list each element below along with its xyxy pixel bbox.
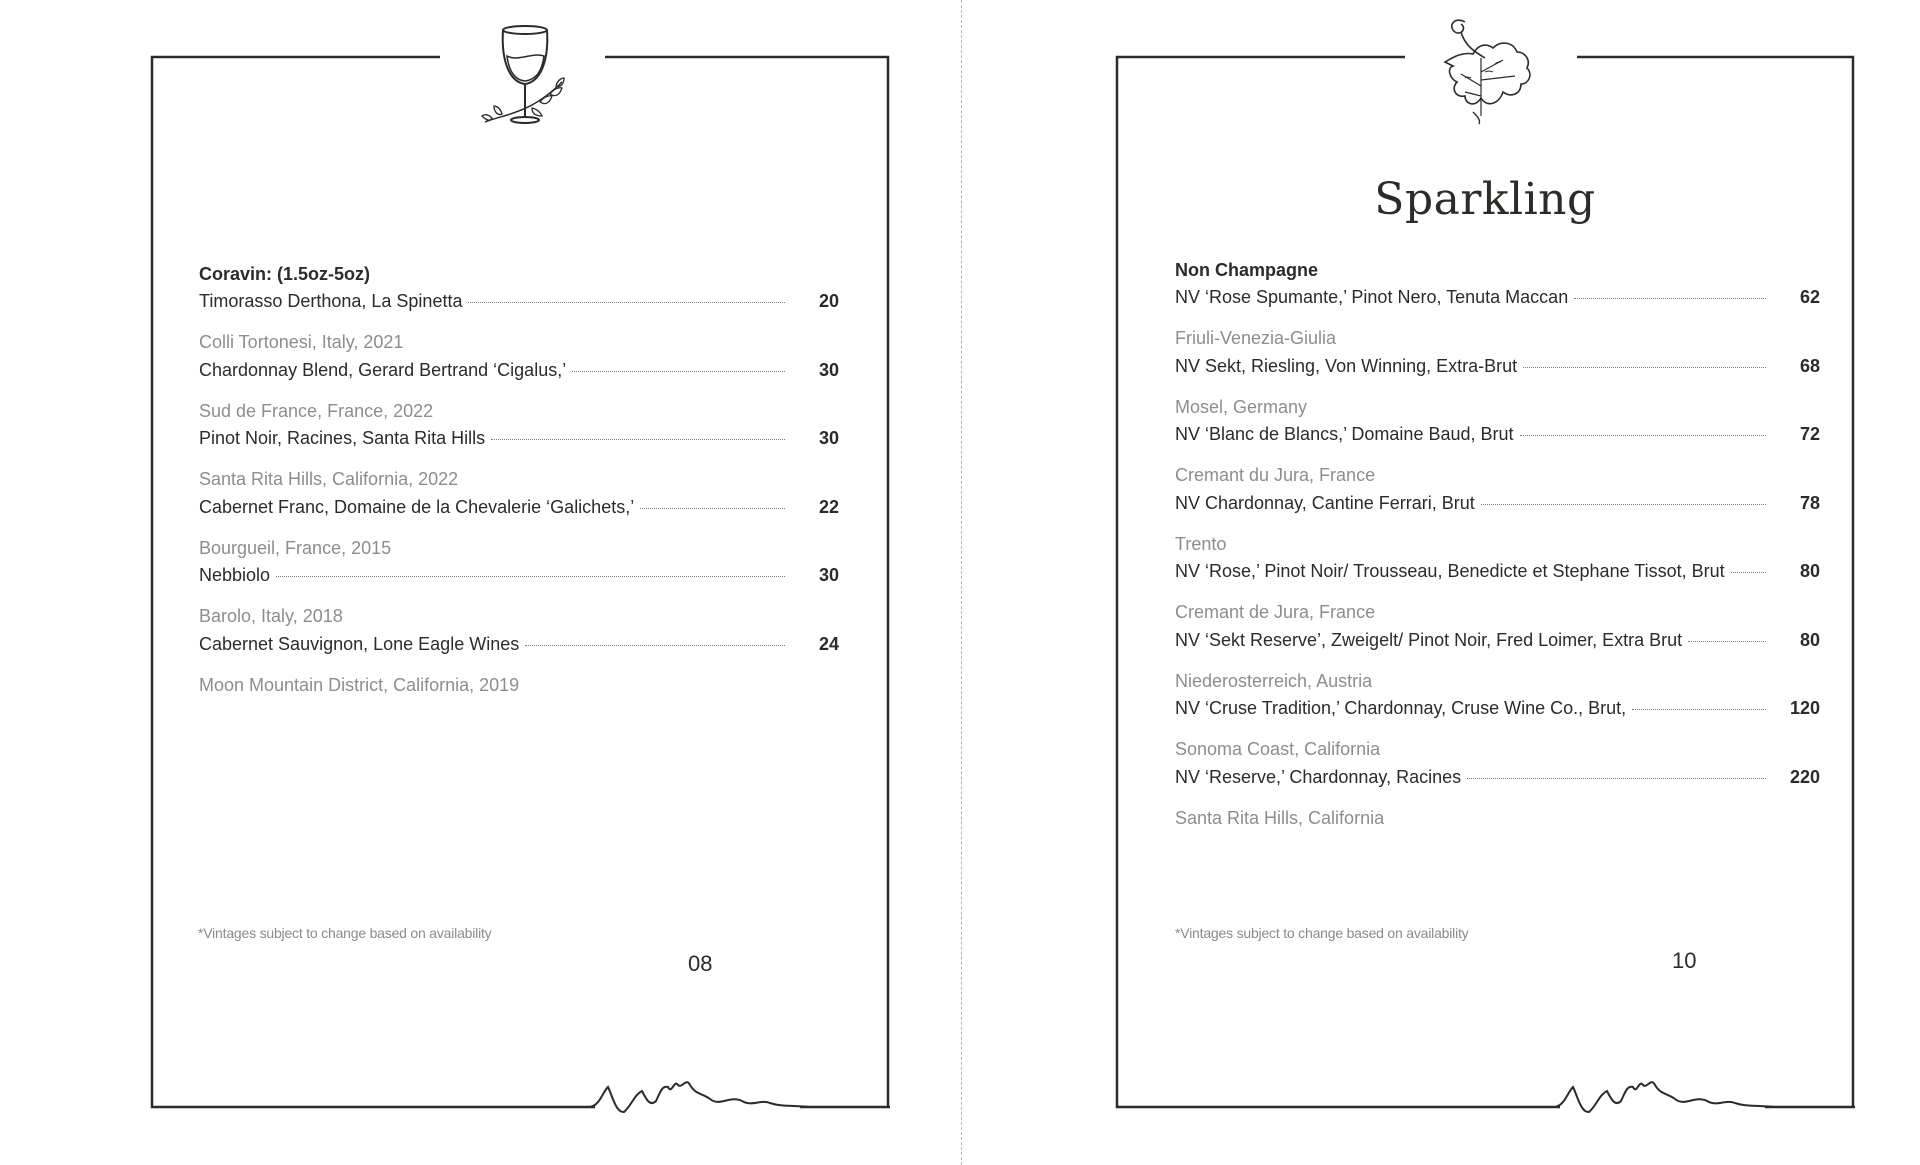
dot-leader	[468, 302, 785, 303]
wine-item	[1175, 698, 1820, 767]
section-title: Non Champagne	[1175, 260, 1319, 280]
wine-price: 78	[1799, 492, 1820, 513]
page-number: 08	[688, 951, 713, 976]
wine-row	[199, 565, 839, 599]
wine-name: Cabernet Sauvignon, Lone Eagle Wines	[199, 633, 520, 654]
wine-price: 120	[1789, 698, 1820, 718]
wine-price: 22	[818, 496, 839, 517]
wine-item	[1175, 630, 1820, 699]
wine-price: 24	[818, 633, 839, 654]
wine-name: NV ‘Sekt Reserve’, Zweigelt/ Pinot Noir, Fred Loimer, Extra Brut	[1175, 629, 1683, 650]
page-number: 10	[1672, 948, 1697, 973]
wine-name: NV ‘Rose,’ Pinot Noir/ Trousseau, Benedicte et Stephane Tissot, Brut	[1175, 561, 1725, 581]
dot-leader	[1467, 778, 1766, 779]
wine-price: 30	[818, 359, 839, 380]
wine-item	[199, 565, 839, 634]
dot-leader	[1688, 641, 1766, 642]
wine-name: NV ‘Blanc de Blancs,’ Domaine Baud, Brut	[1175, 424, 1514, 444]
wine-row	[1175, 356, 1820, 390]
wine-item	[1175, 493, 1820, 562]
wine-origin: Cremant de Jura, France	[1175, 602, 1376, 622]
wine-price: 80	[1799, 629, 1820, 650]
dot-leader	[1523, 367, 1766, 368]
dot-leader	[1731, 572, 1766, 573]
wine-origin: Niederosterreich, Austria	[1175, 670, 1373, 691]
wine-origin: Cremant du Jura, France	[1175, 465, 1376, 485]
wine-item	[1175, 356, 1820, 425]
wine-row	[1175, 493, 1820, 527]
wine-item	[199, 497, 839, 566]
wine-name: NV Sekt, Riesling, Von Winning, Extra-Brut	[1175, 355, 1518, 376]
wine-origin: Bourgueil, France, 2015	[199, 537, 392, 558]
wine-price: 30	[818, 428, 839, 448]
wine-name: NV Chardonnay, Cantine Ferrari, Brut	[1175, 492, 1475, 513]
wine-price: 30	[818, 565, 839, 585]
wine-name: Chardonnay Blend, Gerard Bertrand ‘Cigalus,’	[199, 359, 567, 380]
wine-item	[199, 291, 839, 360]
wine-row	[1175, 561, 1820, 595]
wine-item	[1175, 561, 1820, 630]
wine-row	[1175, 767, 1820, 801]
wine-origin: Barolo, Italy, 2018	[199, 606, 343, 626]
dot-leader	[1520, 435, 1766, 436]
wine-origin: Moon Mountain District, California, 2019	[199, 674, 520, 695]
wine-name: NV ‘Reserve,’ Chardonnay, Racines	[1175, 766, 1462, 787]
section-title: Coravin: (1.5oz-5oz)	[199, 264, 371, 284]
wine-list	[199, 291, 839, 702]
wine-name: Pinot Noir, Racines, Santa Rita Hills	[199, 428, 486, 448]
grape-leaf-icon	[1425, 12, 1545, 132]
wine-price: 68	[1799, 355, 1820, 376]
wine-origin: Sud de France, France, 2022	[199, 400, 434, 421]
wine-origin: Santa Rita Hills, California	[1175, 807, 1385, 828]
dot-leader	[1632, 709, 1766, 710]
availability-note: *Vintages subject to change based on availability	[1175, 925, 1469, 941]
wine-row	[1175, 287, 1820, 321]
wine-price: 80	[1799, 561, 1820, 581]
dot-leader	[640, 508, 785, 509]
wine-row	[199, 497, 839, 531]
wine-item	[199, 428, 839, 497]
wine-origin: Friuli-Venezia-Giulia	[1175, 328, 1337, 348]
wine-row	[1175, 698, 1820, 732]
wine-list	[1175, 287, 1820, 835]
wine-item	[1175, 287, 1820, 356]
wine-name: Timorasso Derthona, La Spinetta	[199, 291, 463, 311]
availability-note: *Vintages subject to change based on availability	[198, 925, 492, 941]
wine-item	[1175, 767, 1820, 836]
wine-price: 72	[1799, 424, 1820, 444]
dot-leader	[276, 576, 785, 577]
wine-row	[199, 634, 839, 668]
wine-name: Cabernet Franc, Domaine de la Chevalerie ‘Galichets,’	[199, 496, 635, 517]
page-heading: Sparkling	[1374, 174, 1596, 225]
wine-item	[199, 360, 839, 429]
wine-item	[199, 634, 839, 703]
wine-origin: Mosel, Germany	[1175, 396, 1308, 417]
wine-row	[1175, 424, 1820, 458]
wine-origin: Colli Tortonesi, Italy, 2021	[199, 332, 404, 352]
wine-row	[199, 291, 839, 325]
wine-row	[199, 428, 839, 462]
wine-origin: Trento	[1175, 533, 1227, 554]
page-divider	[961, 0, 962, 1165]
wine-origin: Sonoma Coast, California	[1175, 739, 1381, 759]
wine-glass-icon	[480, 22, 570, 137]
dot-leader	[1574, 298, 1766, 299]
wine-name: NV ‘Cruse Tradition,’ Chardonnay, Cruse Wine Co., Brut,	[1175, 698, 1627, 718]
dot-leader	[525, 645, 785, 646]
dot-leader	[1481, 504, 1766, 505]
dot-leader	[572, 371, 785, 372]
wine-price: 62	[1799, 287, 1820, 307]
wine-origin: Santa Rita Hills, California, 2022	[199, 469, 459, 489]
wine-row	[199, 360, 839, 394]
wine-item	[1175, 424, 1820, 493]
wine-price: 220	[1789, 766, 1820, 787]
wine-name: NV ‘Rose Spumante,’ Pinot Nero, Tenuta Maccan	[1175, 287, 1569, 307]
wine-name: Nebbiolo	[199, 565, 271, 585]
dot-leader	[491, 439, 785, 440]
menu-page-right	[1115, 0, 1855, 1165]
menu-page-left	[150, 0, 890, 1165]
wine-row	[1175, 630, 1820, 664]
wine-price: 20	[818, 291, 839, 311]
